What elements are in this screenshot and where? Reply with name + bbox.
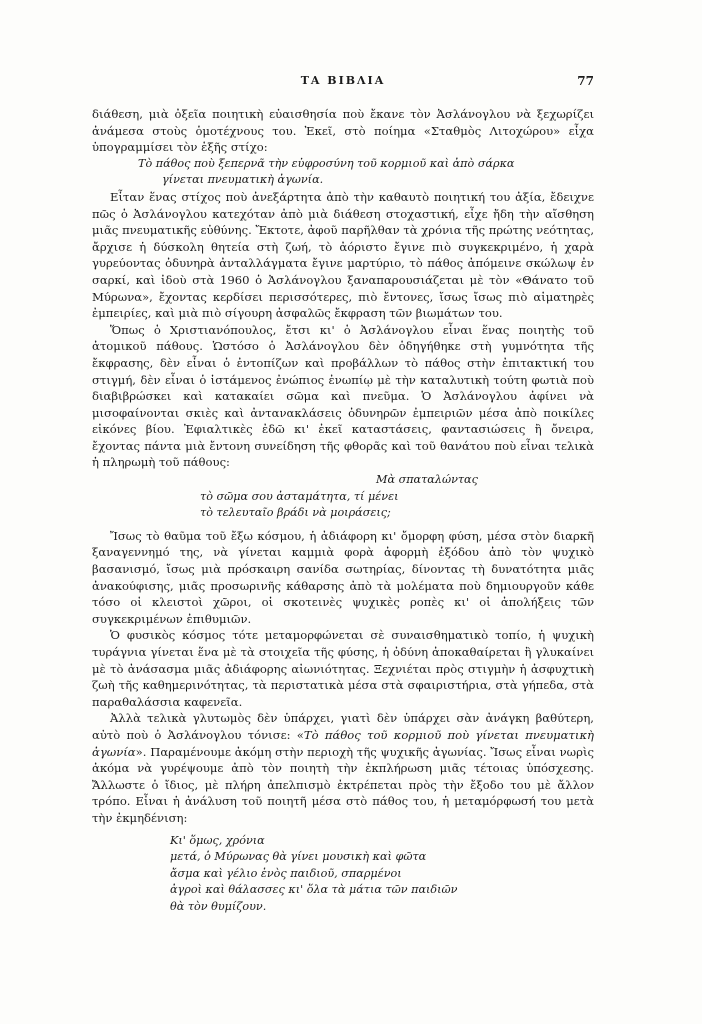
verse-line: ἀγροὶ καὶ θάλασσες κι' ὅλα τὰ μάτια τῶν παιδιῶν <box>170 883 458 897</box>
paragraph-6-start: Ἀλλὰ τελικὰ γλυτωμὸς δὲν ὑπάρχει, γιατὶ δὲν ὑπάρχει σὰν ἀνάγκη βαθύτερη, αὐτὸ ποὺ ὁ Ἀσλάνογλου τόνισε: « <box>92 711 594 742</box>
verse-line: Τὸ πάθος ποὺ ξεπερνᾶ τὴν εὐφροσύνη τοῦ κορμιοῦ καὶ ἀπὸ σάρκα <box>138 156 515 170</box>
verse-line: τὸ τελευταῖο βράδι νὰ μοιράσεις; <box>200 506 391 520</box>
verse-line: γίνεται πνευματικὴ ἀγωνία. <box>162 173 324 187</box>
paragraph-6-end: ». Παραμένουμε ἀκόμη στὴν περιοχὴ τῆς ψυχικῆς ἀγωνίας. Ἴσως εἶναι νωρὶς ἀκόμα νὰ γυρέψουμε ἀπὸ τὸν ποιητὴ τὴν ἐκπλήρωση μιᾶς τέτοιας ὑπόσχεσης. Ἄλλωστε ὁ ἴδιος, μὲ πλήρη ἀπελπισμὸ ἐκτρέπεται πρὸς τὴν ἔξοδο του μὲ ἄλλον τρόπο. Εἶναι ἡ ἀνάλυση τοῦ ποιητῆ μέσα στὸ πάθος του, ἡ μεταμόρφωσή του μετὰ τὴν ἐκμηδένιση: <box>92 744 594 825</box>
paragraph-1: διάθεση, μιὰ ὀξεῖα ποιητικὴ εὐαισθησία ποὺ ἔκανε τὸν Ἀσλάνογλου νὰ ξεχωρίζει ἀνάμεσα στοὺς ὁμοτέχνους του. Ἐκεῖ, στὸ ποίημα «Σταθμὸς Λιτοχώρου» εἶχα ὑπογραμμίσει τὸν ἑξῆς στίχο: <box>92 107 594 155</box>
verse-line: Κι' ὅμως, χρόνια <box>170 833 265 847</box>
page-header <box>92 74 594 90</box>
inline-quote: Τὸ πάθος τοῦ κορμιοῦ ποὺ γίνεται πνευματικὴ ἀγωνία <box>92 727 595 759</box>
verse-quote-3 <box>170 833 594 916</box>
running-title: ΤΑ ΒΙΒΛΙΑ <box>300 74 386 87</box>
paragraph-5: Ὁ φυσικὸς κόσμος τότε μεταμορφώνεται σὲ συναισθηματικὸ τοπίο, ἡ ψυχικὴ τυράγνια γίνεται ἕνα μὲ τὰ στοιχεῖα τῆς φύσης, ἡ ὀδύνη ἀποκαθαίρεται ἢ γλυκαίνει μὲ τὸ ἀνάσασμα μιᾶς ἀδιάφορης αἰωνιότητας. Ξεχνιέται πρὸς στιγμὴν ἡ ἀσφυχτικὴ ζωὴ τῆς καθημερινότητας, τὰ περιστατικὰ μέσα στὰ σφαιριστήρια, στὰ γήπεδα, στὰ παραθαλάσσια καφενεῖα. <box>92 628 594 709</box>
verse-line: μετά, ὁ Μύρωνας θὰ γίνει μουσικὴ καὶ φῶτα <box>170 850 427 864</box>
verse-quote-2 <box>200 472 594 522</box>
paragraph-4: Ἴσως τὸ θαῦμα τοῦ ἔξω κόσμου, ἡ ἀδιάφορη κι' ὄμορφη φύση, μέσα στὸν διαρκῆ ξαναγεννημό της, νὰ γίνεται καμμιὰ φορὰ ἀφορμὴ ἐξόδου ἀπὸ τὸν ψυχικὸ βασανισμό, ἴσως μιὰ πρόσκαιρη σανίδα σωτηρίας, δίνοντας τὴ δυνατότητα μιᾶς ἀνακούφισης, μιᾶς προσωρινῆς κάθαρσης ἀπὸ τὰ μολέματα ποὺ δημιουργοῦν κάθε τόσο οἱ κλειστοὶ χῶροι, οἱ σκοτεινὲς ψυχικὲς ροπὲς κι' οἱ ἀπολήξεις τῶν συγκεκριμένων ἐπιθυμιῶν. <box>92 528 594 626</box>
verse-line: Μὰ σπαταλώντας <box>376 473 478 487</box>
paragraph-3: Ὅπως ὁ Χριστιανόπουλος, ἔτσι κι' ὁ Ἀσλάνογλου εἶναι ἕνας ποιητὴς τοῦ ἀτομικοῦ πάθους. Ὡστόσο ὁ Ἀσλάνογλου δὲν ὁδηγήθηκε στὴ γυμνότητα τῆς ἔκφρασης, δὲν εἶναι ὁ ἐντοπίζων καὶ προβάλλων τὸ πάθος στὴν ἐπιτακτική του στιγμή, δὲν εἶναι ὁ ἱστάμενος ἐνώπιος ἐνωπίῳ μὲ τὴν καταλυτικὴ τούτη φωτιὰ ποὺ διαβιβρώσκει καὶ κατακαίει σῶμα καὶ πνεῦμα. Ὁ Ἀσλάνογλου ἀφίνει νὰ μισοφαίνονται σκιὲς καὶ ἀντανακλάσεις ὀδυνηρῶν ἐμπειριῶν μέσα ἀπὸ ποικίλες εἰκόνες βίου. Ἐφιαλτικὲς ἐδῶ κι' ἐκεῖ καταστάσεις, φαντασιώσεις ἢ ὄνειρα, ἔχοντας πάντα μιὰ ἔντονη συνείδηση τῆς φθορᾶς καὶ τοῦ θανάτου ποὺ εἶναι τελικὰ ἡ πληρωμὴ τοῦ πάθους: <box>92 322 594 470</box>
page-body <box>92 106 594 916</box>
paragraph-2: Εἶταν ἕνας στίχος ποὺ ἀνεξάρτητα ἀπὸ τὴν καθαυτὸ ποιητική του ἀξία, ἔδειχνε πῶς ὁ Ἀσλάνογλου κατεχόταν ἀπὸ μιὰ διάθεση στοχαστική, εἶχε ἤδη τὴν αἴσθηση μιᾶς πνευματικῆς εὐθύνης. Ἔκτοτε, ἀφοῦ παρῆλθαν τὰ χρόνια τῆς πρώτης νεότητας, ἄρχισε ἡ δύσκολη θητεία στὴ ζωή, τὸ ἀόριστο ἔγινε πιὸ συγκεκριμένο, ἡ χαρὰ γυρεύοντας ὀδυνηρὰ ἀνταλλάγματα ἔγινε μαρτύριο, τὸ πάθος ἀπόμεινε σκώλωψ ἐν σαρκί, καὶ ἰδοὺ στὰ 1960 ὁ Ἀσλάνογλου ξαναπαρουσιάζεται μὲ τὸν «Θάνατο τοῦ Μύρωνα», ἔχοντας κερδίσει περισσότερες, πιὸ ἔντονες, ἴσως ἴσως πιὸ αἱματηρὲς ἐμπειρίες, καὶ μιὰ πιὸ σίγουρη ἀσφαλῶς ἔκφραση τῶν βιωμάτων του. <box>92 189 594 321</box>
paragraph-6 <box>92 710 594 826</box>
verse-quote-1 <box>138 156 594 189</box>
page-number: 77 <box>577 74 594 88</box>
verse-line: τὸ σῶμα σου ἀσταμάτητα, τί μένει <box>200 489 399 503</box>
verse-line: θὰ τὸν θυμίζουν. <box>170 899 267 913</box>
verse-line: ἄσμα καὶ γέλιο ἑνὸς παιδιοῦ, σπαρμένοι <box>170 866 402 880</box>
